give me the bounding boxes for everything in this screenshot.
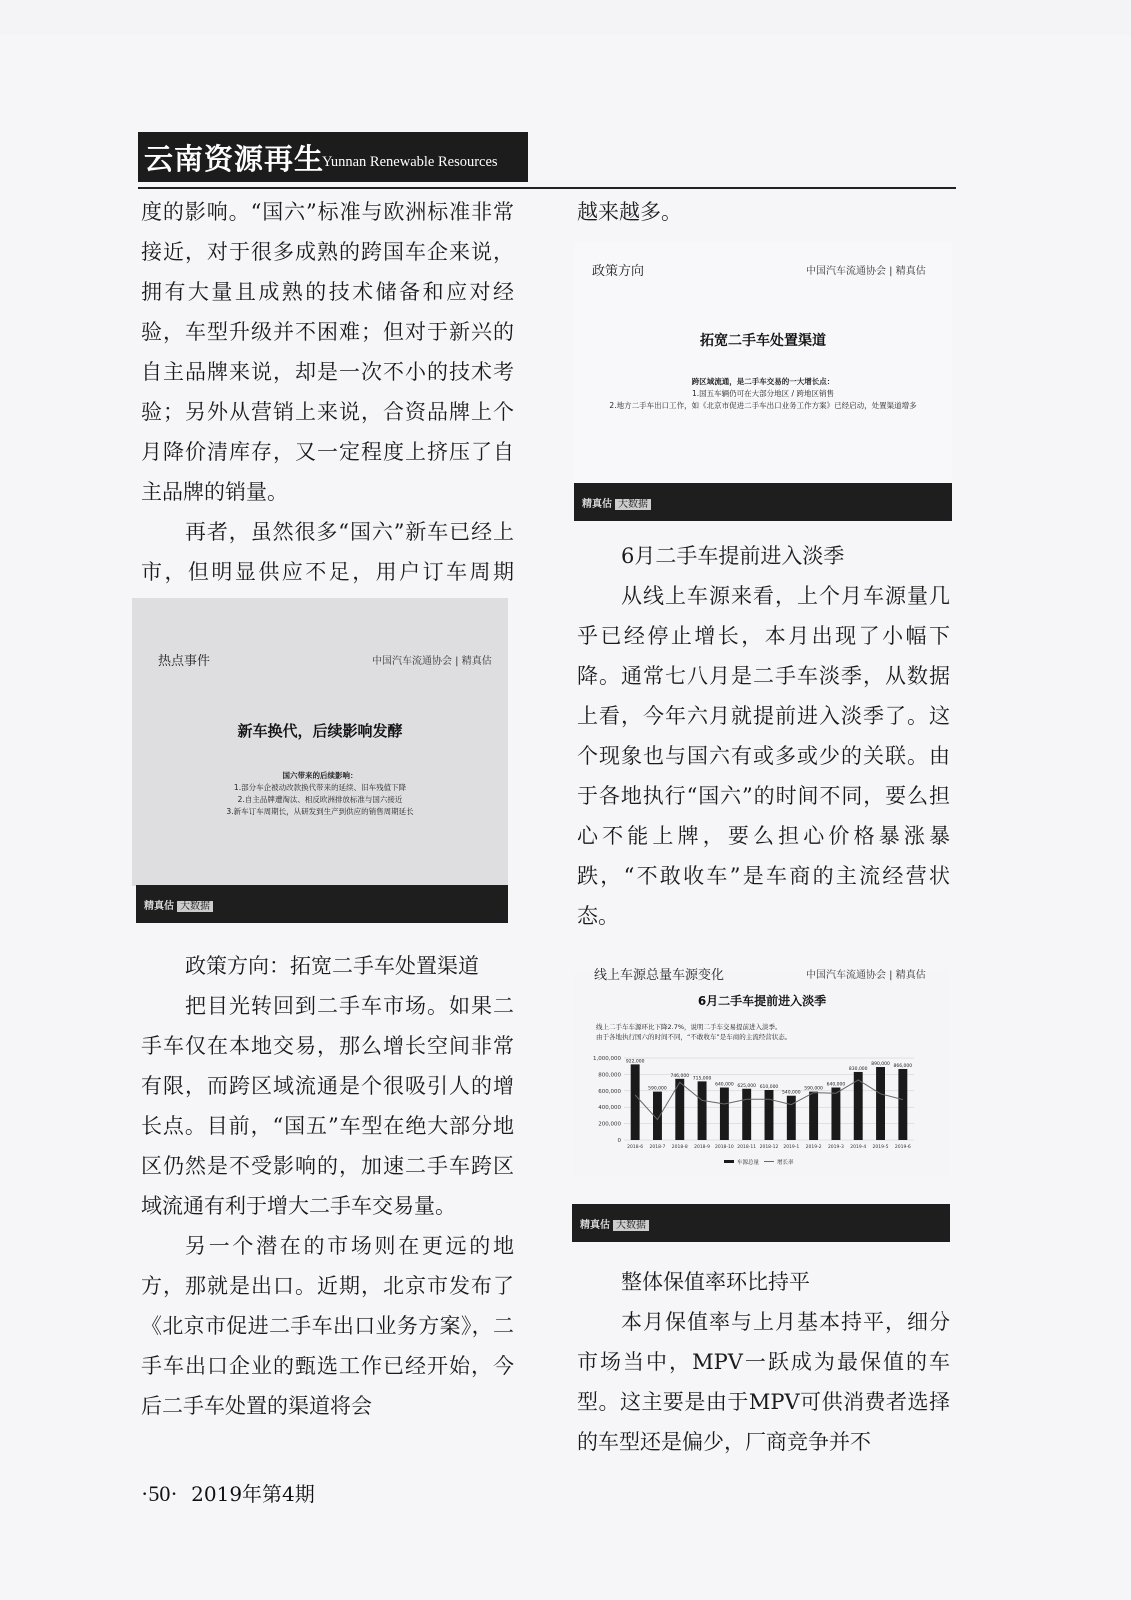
bar-value-label: 830,000 xyxy=(848,1066,868,1072)
page-footer xyxy=(141,1478,315,1507)
bar-value-label: 890,000 xyxy=(871,1062,890,1068)
bar xyxy=(631,1064,640,1140)
bar-value-label: 540,000 xyxy=(782,1090,801,1096)
left-column-top xyxy=(141,192,514,632)
x-tick-label: 2019-1 xyxy=(783,1145,800,1150)
figure-note: 由于各地执行国六的时间不同，“不敢收车”是车商的主流经营状态。 xyxy=(596,1033,792,1041)
issue-label: 2019年第4期 xyxy=(191,1482,315,1506)
paragraph: 再者，虽然很多“国六”新车已经上市，但明显供应不足，用户订车周期 xyxy=(141,520,514,584)
bar-value-label: 715,000 xyxy=(692,1076,712,1082)
x-tick-label: 2018-12 xyxy=(759,1145,779,1150)
bar-line-chart xyxy=(574,1048,950,1176)
right-column-bottom xyxy=(577,1262,950,1462)
figure-footer-brand: 精真估 大数据 xyxy=(582,495,651,510)
bar-value-label: 625,000 xyxy=(737,1083,756,1089)
figure-footer-bar xyxy=(574,483,952,521)
x-tick-label: 2019-5 xyxy=(872,1145,889,1150)
figure-subhead: 跨区域流通，是二手车交易的一大增长点： xyxy=(691,377,835,386)
x-tick-label: 2019-2 xyxy=(805,1145,822,1150)
legend-label: 车源总量 xyxy=(737,1160,760,1166)
right-column-top xyxy=(577,192,950,232)
y-tick-label: 400,000 xyxy=(598,1105,621,1112)
bar xyxy=(698,1081,707,1140)
bar xyxy=(720,1088,729,1140)
figure-footer-bar xyxy=(572,1204,950,1242)
figure-item: 2.地方二手车出口工作，如《北京市促进二手车出口业务工作方案》已经启动，处置渠道增多 xyxy=(609,401,917,410)
y-tick-label: 800,000 xyxy=(598,1072,621,1079)
figure-footer-brand: 精真估 大数据 xyxy=(580,1216,649,1231)
x-tick-label: 2019-6 xyxy=(894,1145,911,1150)
paragraph: 度的影响。“国六”标准与欧洲标准非常接近，对于很多成熟的跨国车企来说，拥有大量且成熟的技术储备和应对经验，车型升级并不困难；但对于新兴的自主品牌来说，却是一次不小的技术考验；另外从营销上来说，合资品牌上个月降价清库存，又一定程度上挤压了自主品牌的销量。 xyxy=(141,200,514,504)
bar-value-label: 922,000 xyxy=(625,1059,645,1065)
paragraph: 从线上车源来看，上个月车源量几乎已经停止增长，本月出现了小幅下降。通常七八月是二手车淡季，从数据上看，今年六月就提前进入淡季了。这个现象也与国六有或多或少的关联。由于各地执行“国六”的时间不同，要么担心不能上牌，要么担心价格暴涨暴跌，“不敢收车”是车商的主流经营状态。 xyxy=(577,584,950,928)
figure-heading: 6月二手车提前进入淡季 xyxy=(697,994,827,1008)
figure-label: 线上车源总量车源变化 xyxy=(594,968,725,983)
x-tick-label: 2018-6 xyxy=(627,1145,644,1150)
x-tick-label: 2018-8 xyxy=(671,1145,688,1150)
paragraph: 本月保值率与上月基本持平，细分市场当中，MPV一跃成为最保值的车型。这主要是由于MPV可供消费者选择的车型还是偏少，厂商竞争并不 xyxy=(577,1310,950,1454)
paragraph: 越来越多。 xyxy=(577,200,682,224)
figure-hot-events xyxy=(132,598,508,886)
right-column-middle xyxy=(577,536,950,936)
left-column-bottom xyxy=(141,946,514,1426)
bar xyxy=(876,1067,885,1140)
figure-subhead: 国六带来的后续影响： xyxy=(282,771,358,780)
figure-heading: 拓宽二手车处置渠道 xyxy=(700,333,826,349)
legend-label: 增长率 xyxy=(777,1160,794,1166)
page-number: ·50· xyxy=(141,1481,178,1506)
figure-footer-bar xyxy=(136,885,508,923)
legend-swatch-bars xyxy=(724,1160,734,1163)
bar-value-label: 866,000 xyxy=(893,1063,913,1069)
figure-note: 线上二手车车源环比下降2.7%，说明二手车交易提前进入淡季。 xyxy=(596,1023,782,1031)
masthead-title: 云南资源再生 xyxy=(144,142,325,176)
bar-value-label: 640,000 xyxy=(826,1082,846,1088)
bar-value-label: 610,000 xyxy=(759,1084,779,1090)
figure-heading: 新车换代，后续影响发酵 xyxy=(237,722,403,740)
header-rule xyxy=(138,187,956,189)
figure-logo: 中国汽车流通协会 | 精真估 xyxy=(806,970,926,981)
masthead-subtitle: Yunnan Renewable Resources xyxy=(322,154,498,170)
x-tick-label: 2018-10 xyxy=(714,1145,734,1150)
figure-item: 1.国五车辆仍可在大部分地区 / 跨地区销售 xyxy=(692,389,834,398)
x-tick-label: 2019-3 xyxy=(827,1145,844,1150)
bar xyxy=(831,1088,840,1140)
paragraph: 把目光转回到二手车市场。如果二手车仅在本地交易，那么增长空间非常有限，而跨区域流通是个很吸引人的增长点。目前，“国五”车型在绝大部分地区仍然是不受影响的，加速二手车跨区域流通有利于增大二手车交易量。 xyxy=(141,994,514,1218)
figure-policy xyxy=(574,242,952,490)
bar xyxy=(742,1089,751,1140)
figure-logo: 中国汽车流通协会 | 精真估 xyxy=(806,266,926,277)
x-tick-label: 2018-7 xyxy=(649,1145,666,1150)
paragraph: 另一个潜在的市场则在更远的地方，那就是出口。近期，北京市发布了《北京市促进二手车出口业务方案》，二手车出口企业的甄选工作已经开始，今后二手车处置的渠道将会 xyxy=(141,1234,514,1418)
y-tick-label: 600,000 xyxy=(598,1088,621,1095)
bar-value-label: 640,000 xyxy=(715,1082,734,1088)
y-tick-label: 0 xyxy=(617,1138,621,1144)
figure-item: 1.部分车企被动改款换代带来的延续、旧车残值下降 xyxy=(233,783,407,792)
figure-label: 政策方向 xyxy=(592,264,645,279)
section-heading: 政策方向：拓宽二手车处置渠道 xyxy=(185,954,479,978)
figure-footer-brand: 精真估 大数据 xyxy=(144,897,213,912)
x-tick-label: 2018-9 xyxy=(694,1145,711,1150)
x-tick-label: 2018-11 xyxy=(737,1145,757,1150)
figure-label: 热点事件 xyxy=(158,654,211,669)
bar xyxy=(809,1092,818,1140)
figure-item: 3.新车订车周期长，从研发到生产到供应的销售周期延长 xyxy=(226,807,414,816)
section-heading: 6月二手车提前进入淡季 xyxy=(621,544,845,568)
bar xyxy=(765,1090,774,1140)
bar-value-label: 590,000 xyxy=(804,1086,823,1092)
figure-chart xyxy=(574,970,950,1175)
bar-value-label: 746,000 xyxy=(670,1073,690,1079)
x-tick-label: 2019-4 xyxy=(850,1145,867,1150)
figure-item: 2.自主品牌遭淘汰、相反欧洲排放标准与国六接近 xyxy=(237,795,403,804)
bar-value-label: 590,000 xyxy=(648,1086,667,1092)
section-heading: 整体保值率环比持平 xyxy=(621,1270,810,1294)
y-tick-label: 1,000,000 xyxy=(593,1056,621,1062)
bar xyxy=(898,1069,907,1140)
figure-logo: 中国汽车流通协会 | 精真估 xyxy=(372,656,492,667)
y-tick-label: 200,000 xyxy=(598,1121,621,1128)
